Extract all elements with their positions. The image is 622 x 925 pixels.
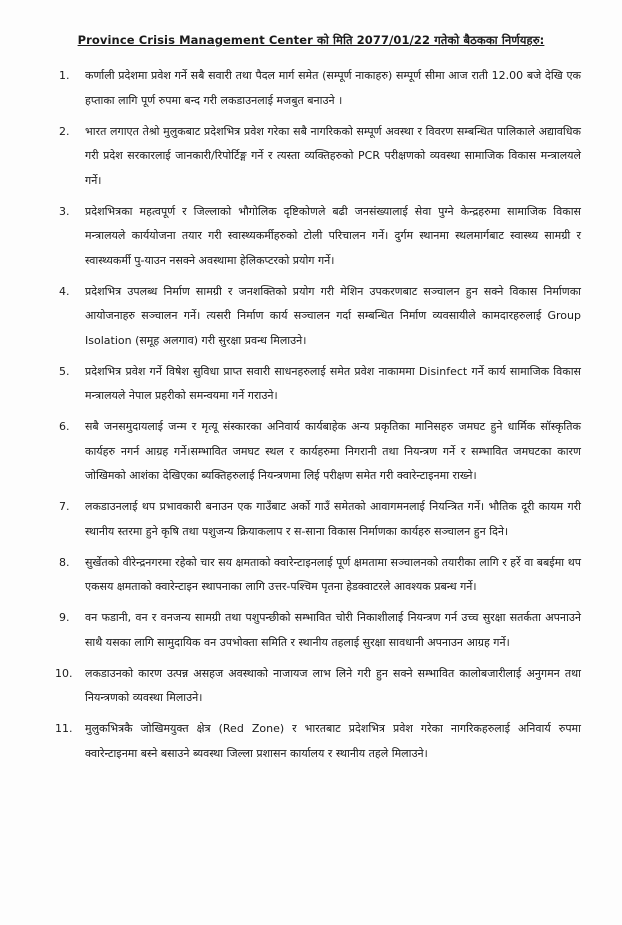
decision-item-6 (59, 415, 581, 489)
decision-number: 5. (59, 364, 70, 378)
decision-text: भारत लगाएत तेश्रो मुलुकबाट प्रदेशभित्र प्रवेश गरेका सबै नागरिकको सम्पूर्ण अवस्था र विवरण सम्बन्धित पालिकाले अद्यावधिक गरी प्रदेश सरकारलाई जानकारी/रिपोर्टिङ्ग गर्ने र त्यस्ता व्यक्तिहरुको PCR परीक्षणको व्यवस्था सामाजिक विकास मन्त्रालयले गर्ने। (85, 124, 581, 187)
decision-item-7 (59, 495, 581, 544)
decision-text: वन फडानी, वन र वनजन्य सामग्री तथा पशुपन्छीको सम्भावित चोरी निकाशीलाई नियन्त्रण गर्न उच्च सुरक्षा सतर्कता अपनाउने साथै यसका लागि सामुदायिक वन उपभोक्ता समिति र स्थानीय तहलाई सुरक्षा सावधानी अपनाउन आग्रह गर्ने। (85, 611, 581, 649)
decision-text: लकडाउनको कारण उत्पन्न असहज अवस्थाको नाजायज लाभ लिने गरी हुन सक्ने सम्भावित कालोबजारीलाई अनुगमन तथा नियन्त्रणको व्यवस्था मिलाउने। (85, 666, 581, 704)
decision-item-1 (59, 64, 581, 113)
decision-text: लकडाउनलाई थप प्रभावकारी बनाउन एक गाउँबाट अर्को गाउँ समेतको आवागमनलाई नियन्त्रित गर्ने। भौतिक दूरी कायम गरी स्थानीय स्तरमा हुने कृषि तथा पशुजन्य क्रियाकलाप र स-साना विकास निर्माणका कार्यहरु सञ्चालन हुन दिने। (85, 500, 581, 538)
decision-number: 3. (59, 204, 70, 218)
decision-text: सुर्खेतको वीरेन्द्रनगरमा रहेको चार सय क्षमताको क्वारेन्टाइनलाई पूर्ण क्षमतामा सञ्चालनको तयारीका लागि र हर्रे वा बबईमा थप एकसय क्षमताको क्वारेन्टाइन स्थापनाका लागि उत्तर-पश्चिम पृतना हेडक्वाटरले आवश्यक प्रबन्ध गर्ने। (85, 555, 581, 593)
decision-number: 1. (59, 69, 70, 82)
decision-item-11 (55, 717, 581, 766)
decision-list (0, 64, 622, 773)
decision-text: कर्णाली प्रदेशमा प्रवेश गर्ने सबै सवारी तथा पैदल मार्ग समेत (सम्पूर्ण नाकाहरु) सम्पूर्ण सीमा आज राती 12.00 बजे देखि एक हप्ताका लागि पूर्ण रुपमा बन्द गरी लकडाउनलाई मजबुत बनाउने । (85, 69, 581, 107)
decision-text: सबै जनसमुदायलाई जन्म र मृत्यू संस्कारका अनिवार्य कार्यबाहेक अन्य प्रकृतिका मानिसहरु जमघट हुने धार्मिक सॉस्कृतिक कार्यहरु नगर्न आग्रह गर्ने।सम्भावित जमघट स्थल र कार्यहरुमा निगरानी तथा नियन्त्रण गर्ने र सम्भावित जमघटका कारण जोखिमको आशंका देखिएका ब्यक्तिहरुलाई नियन्त्रणमा लिई परीक्षण समेत गरी क्वारेन्टाइनमा राख्ने। (85, 420, 581, 482)
decision-text: मुलुकभित्रकै जोखिमयुक्त क्षेत्र (Red Zone) र भारतबाट प्रदेशभित्र प्रवेश गरेका नागरिकहरुलाई अनिवार्य रुपमा क्वारेन्टाइनमा बस्ने बसाउने ब्यवस्था जिल्ला प्रशासन कार्यालय र स्थानीय तहले मिलाउने। (85, 722, 581, 760)
document-title: Province Crisis Management Center को मिति 2077/01/22 गतेको बैठकका निर्णयहरु: (77, 33, 545, 47)
decision-number: 6. (59, 420, 70, 433)
decision-item-3 (59, 200, 581, 274)
decision-item-10 (55, 662, 581, 711)
decision-number: 7. (59, 500, 70, 513)
decision-item-4 (59, 280, 581, 354)
decision-number: 10. (55, 666, 73, 680)
decision-text: प्रदेशभित्र उपलब्ध निर्माण सामग्री र जनशक्तिको प्रयोग गरी मेशिन उपकरणबाट सञ्चालन हुन सक्ने विकास निर्माणका आयोजनाहरु सञ्चालन गर्ने। त्यसरी निर्माण कार्य सञ्चालन गर्दा सम्बन्धित निर्माण व्यवसायीले कामदारहरुलाई Group Isolation (समूह अलगाव) गरी सुरक्षा प्रवन्ध मिलाउने। (85, 284, 581, 347)
decision-text: प्रदेशभित्रका महत्वपूर्ण र जिल्लाको भौगोलिक दृष्टिकोणले बढी जनसंख्यालाई सेवा पुग्ने केन्द्रहरुमा सामाजिक विकास मन्त्रालयले कार्ययोजना तयार गरी स्वास्थ्यकर्मीहरुको टोली परिचालन गर्ने। दुर्गम स्थानमा स्थलमार्गबाट स्वास्थ्य सामग्री र स्वास्थ्यकर्मी पु-याउन नसक्ने अवस्थामा हेलिकप्टरको प्रयोग गर्ने। (85, 204, 581, 267)
decision-item-2 (59, 120, 581, 194)
decision-number: 9. (59, 611, 70, 624)
decision-number: 4. (59, 284, 70, 298)
decision-item-8 (59, 551, 581, 600)
decision-text: प्रदेशभित्र प्रवेश गर्ने विषेश सुविधा प्राप्त सवारी साधनहरुलाई समेत प्रवेश नाकाममा Disinfect गर्ने कार्य सामाजिक विकास मन्त्रालयले नेपाल प्रहरीको समन्वयमा गर्ने गराउने। (85, 364, 581, 402)
decision-item-5 (59, 360, 581, 409)
decision-number: 11. (55, 722, 73, 735)
decision-item-9 (59, 606, 581, 655)
decision-number: 2. (59, 124, 70, 138)
decision-number: 8. (59, 555, 70, 569)
